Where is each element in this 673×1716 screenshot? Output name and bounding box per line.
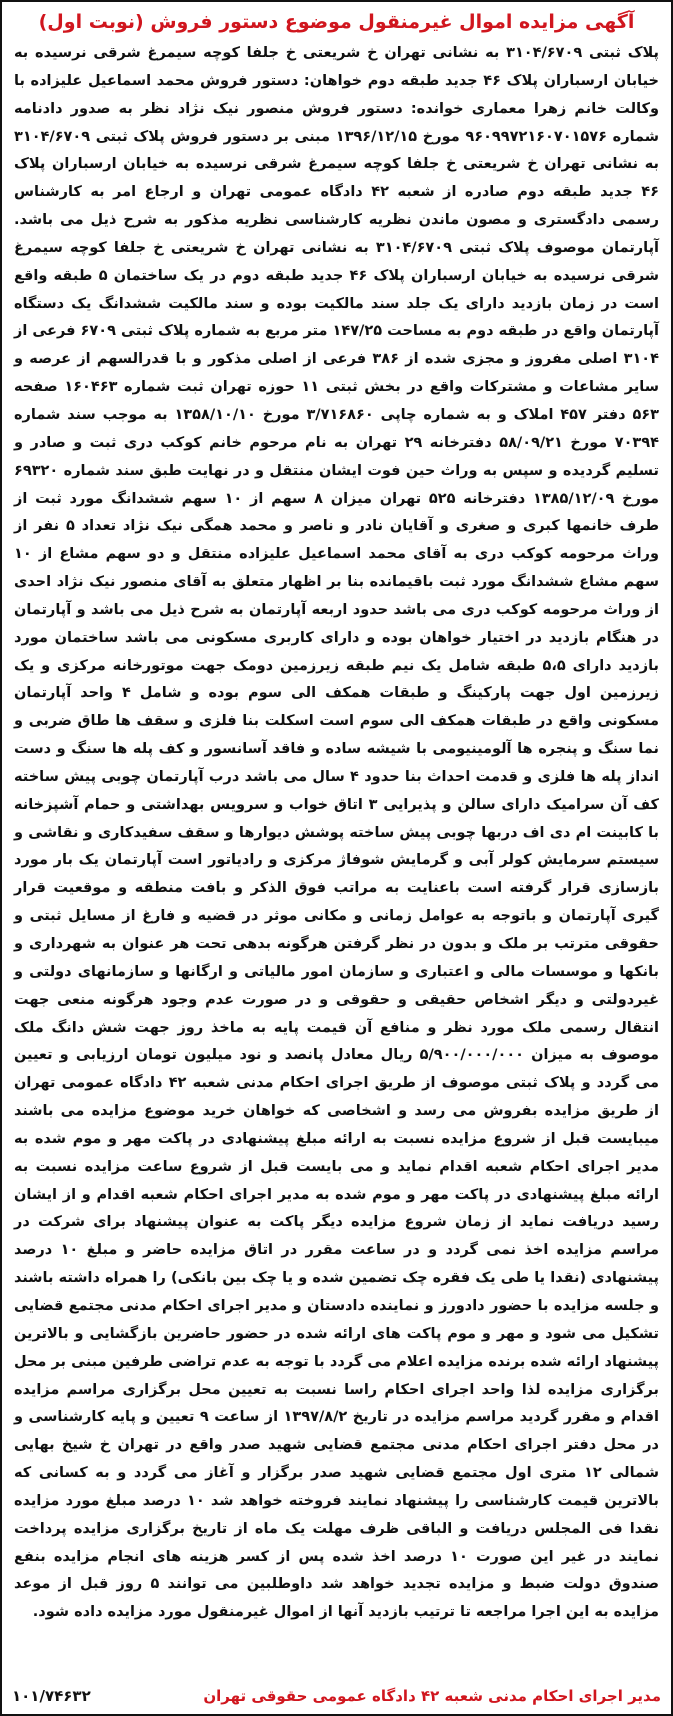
notice-signature: مدیر اجرای احکام مدنی شعبه ۴۲ دادگاه عمومی حقوقی تهران [203,1687,661,1705]
ad-code: ۱۰۱/۷۴۶۳۲ [12,1687,91,1705]
notice-title: آگهی مزایده اموال غیرمنقول موضوع دستور فروش (نوبت اول) [38,11,635,33]
notice-body: پلاک ثبتی ۳۱۰۴/۶۷۰۹ به نشانی تهران خ شریعتی خ جلفا کوچه سیمرغ شرقی نرسیده به خیابان ارسباران پلاک ۴۶ جدید طبقه دوم خواهان: دستور فروش محمد اسماعیل علیزاده با وکالت خانم زهرا معماری خوانده: دستور فروش منصور نیک نژاد نظر به صدور دادنامه شماره ۹۶۰۹۹۷۲۱۶۰۷۰۱۵۷۶ مورخ ۱۳۹۶/۱۲/۱۵ مبنی بر دستور فروش پلاک ثبتی ۳۱۰۴/۶۷۰۹ به نشانی تهران خ شریعتی خ جلفا کوچه سیمرغ شرقی نرسیده به خیابان ارسباران پلاک ۴۶ جدید طبقه دوم صادره از شعبه ۴۲ دادگاه عمومی تهران و ارجاع امر به کارشناس رسمی دادگستری و مصون ماندن نظریه کارشناسی نظریه مذکور به شرح ذیل می باشد. آپارتمان موصوف پلاک ثبتی ۳۱۰۴/۶۷۰۹ به نشانی تهران خ شریعتی خ جلفا کوچه سیمرغ شرقی نرسیده به خیابان ارسباران پلاک ۴۶ جدید طبقه دوم در یک ساختمان ۵ طبقه واقع است در زمان بازدید دارای یک جلد سند مالکیت بوده و سند مالکیت ششدانگ یک دستگاه آپارتمان واقع در طبقه دوم به مساحت ۱۴۷/۲۵ متر مربع به شماره پلاک ثبتی ۶۷۰۹ فرعی از ۳۱۰۴ اصلی مفروز و مجزی شده از ۳۸۶ فرعی از اصلی مذکور و با قدرالسهم از عرصه و سایر مشاعات و مشترکات واقع در بخش ثبتی ۱۱ حوزه تهران ثبت شماره ۱۶۰۴۶۳ صفحه ۵۶۳ دفتر ۴۵۷ املاک و به شماره چاپی ۳/۷۱۶۸۶۰ مورخ ۱۳۵۸/۱۰/۱۰ به موجب سند شماره ۷۰۳۹۴ مورخ ۵۸/۰۹/۲۱ دفترخانه ۲۹ تهران به نام مرحوم خانم کوکب دری ثبت و صادر و تسلیم گردیده و سپس به وراث حین فوت ایشان منتقل و در نهایت طبق سند شماره ۶۹۳۲۰ مورخ ۱۳۸۵/۱۲/۰۹ دفترخانه ۵۲۵ تهران میزان ۸ سهم از ۱۰ سهم ششدانگ مورد ثبت از طرف خانمها کبری و صغری و آقایان نادر و ناصر و محمد همگی نیک نژاد تعداد ۵ نفر از وراث مرحومه کوکب دری به آقای محمد اسماعیل علیزاده منتقل و دو سهم مشاع از ۱۰ سهم مشاع ششدانگ مورد ثبت باقیمانده بنا بر اظهار متعلق به آقای منصور نیک نژاد احدی از وراث مرحومه کوکب دری می باشد حدود اربعه آپارتمان به شرح ذیل می باشد و آپارتمان در هنگام بازدید در اختیار خواهان بوده و دارای کاربری مسکونی می باشد ساختمان مورد بازدید دارای ۵،۵ طبقه شامل یک نیم طبقه زیرزمین دومک جهت موتورخانه مرکزی و یک زیرزمین اول جهت پارکینگ و طبقات همکف الی سوم بوده و شامل ۴ واحد آپارتمان مسکونی واقع در طبقات همکف الی سوم است اسکلت بنا فلزی و سقف ها طاق ضربی و نما سنگ و پنجره ها آلومینیومی با شیشه ساده و فاقد آسانسور و کف پله ها سنگ و دست انداز پله ها فلزی و قدمت احداث بنا حدود ۴ سال می باشد درب آپارتمان چوبی پیش ساخته کف آن سرامیک دارای سالن و پذیرایی ۳ اتاق خواب و سرویس بهداشتی و حمام آشپزخانه با کابینت ام دی اف دربها چوبی پیش ساخته پوشش دیوارها و سقف سفیدکاری و نقاشی و سیستم سرمایش کولر آبی و گرمایش شوفاژ مرکزی و رادیاتور است آپارتمان یک بار مورد بازسازی قرار گرفته است باعنایت به مراتب فوق الذکر و بافت منطقه و موقعیت قرار گیری آپارتمان و باتوجه به عوامل زمانی و مکانی موثر در قضیه و فارغ از مسایل ثبتی و حقوقی مترتب بر ملک و بدون در نظر گرفتن هرگونه بدهی تحت هر عنوان به شهرداری و بانکها و موسسات مالی و اعتباری و سازمان امور مالیاتی و ارگانها و سازمانهای دولتی و غیردولتی و دیگر اشخاص حقیقی و حقوقی و در صورت عدم وجود هرگونه منعی جهت انتقال رسمی ملک مورد نظر و منافع آن قیمت پایه به ماخذ روز جهت شش دانگ ملک موصوف به میزان ۵/۹۰۰/۰۰۰/۰۰۰ ریال معادل پانصد و نود میلیون تومان ارزیابی و تعیین می گردد و پلاک ثبتی موصوف از طریق اجرای احکام مدنی شعبه ۴۲ دادگاه عمومی تهران از طریق مزایده بفروش می رسد و اشخاصی که خواهان خرید موضوع مزایده می باشند میبایست قبل از شروع مزایده نسبت به ارائه مبلغ پیشنهادی در پاکت مهر و موم شده به مدیر اجرای احکام شعبه اقدام نماید و می بایست قبل از شروع ساعت مزایده نسبت به ارائه مبلغ پیشنهادی در پاکت مهر و موم شده به مدیر اجرای احکام شعبه اقدام و از ایشان رسید دریافت نماید از زمان شروع مزایده دیگر پاکت به عنوان پیشنهاد برای شرکت در مراسم مزایده اخذ نمی گردد و در ساعت مقرر در اتاق مزایده حاضر و مبلغ ۱۰ درصد پیشنهادی (نقدا یا طی یک فقره چک تضمین شده و یا چک بین بانکی) را همراه داشته باشند و جلسه مزایده با حضور دادورز و نماینده دادستان و مدیر اجرای احکام مدنی مجتمع قضایی تشکیل می شود و مهر و موم پاکت های ارائه شده در حضور حاضرین بازگشایی و بالاترین پیشنهاد ارائه شده برنده مزایده اعلام می گردد با توجه به عدم تراضی طرفین مبنی بر محل برگزاری مزایده لذا واحد اجرای احکام راسا نسبت به تعیین محل برگزاری مراسم مزایده اقدام و مقرر گردید مراسم مزایده در تاریخ ۱۳۹۷/۸/۲ از ساعت ۹ تعیین و پایه کارشناسی و در محل دفتر اجرای احکام مدنی مجتمع قضایی شهید صدر واقع در تهران خ شیخ بهایی شمالی ۱۲ متری اول مجتمع قضایی شهید صدر برگزار و آغاز می گردد و به کسانی که بالاترین قیمت کارشناسی را پیشنهاد نمایند فروخته خواهد شد ۱۰ درصد مبلغ مورد مزایده نقدا فی المجلس دریافت و الباقی ظرف مهلت یک ماه از تاریخ برگزاری مزایده پرداخت نمایند در غیر این صورت ۱۰ درصد اخذ شده پس از کسر هزینه های انجام مزایده بنفع صندوق دولت ضبط و مزایده تجدید خواهد شد داوطلبین می توانند ۵ روز قبل از موعد مزایده به این اجرا مراجعه تا ترتیب بازدید آنها از اموال غیرمنقول مورد مزایده داده شود. [14,45,660,1621]
notice-footer [12,1684,661,1708]
